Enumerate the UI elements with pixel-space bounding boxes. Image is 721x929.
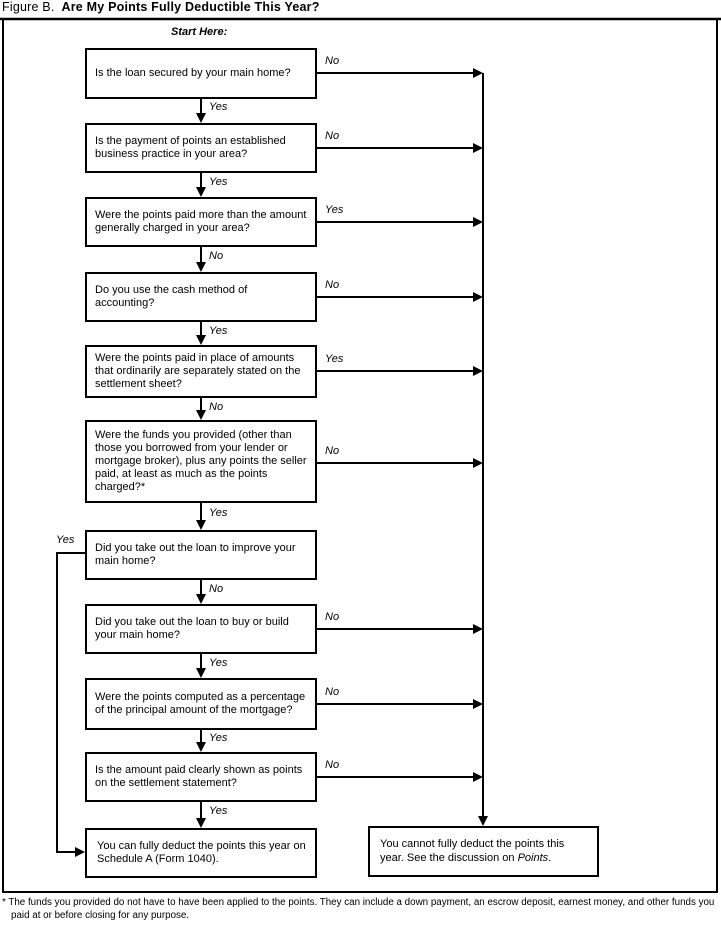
question-box-6 <box>85 420 317 503</box>
question-text: Were the points paid in place of amounts that ordinarily are separately stated on the settlement sheet? <box>95 352 301 390</box>
question-box-3 <box>85 197 317 247</box>
question-box-4 <box>85 272 317 322</box>
question-box-5 <box>85 345 317 398</box>
branch-label-yes-q7: Yes <box>56 534 75 546</box>
down-label-yes-q6: Yes <box>209 507 228 519</box>
down-label-yes-q1: Yes <box>209 101 228 113</box>
question-text: Did you take out the loan to buy or build your main home? <box>95 616 289 641</box>
down-label-yes-q10: Yes <box>209 805 228 817</box>
question-box-10 <box>85 752 317 802</box>
question-text: Is the amount paid clearly shown as points on the settlement statement? <box>95 764 303 789</box>
question-text: Were the points computed as a percentage of the principal amount of the mortgage? <box>95 691 306 716</box>
branch-label-no-q2: No <box>325 130 340 142</box>
question-box-1 <box>85 48 317 99</box>
outcome-box-deduct <box>85 828 317 878</box>
down-label-yes-q9: Yes <box>209 732 228 744</box>
left-yes-path <box>57 553 85 852</box>
points-term: Points <box>517 851 549 864</box>
question-text: Is the payment of points an established business practice in your area? <box>95 135 286 160</box>
down-label-no-q7: No <box>209 583 224 595</box>
down-label-yes-q8: Yes <box>209 657 228 669</box>
question-box-9 <box>85 678 317 730</box>
branch-label-no-q6: No <box>325 445 340 457</box>
question-text: Is the loan secured by your main home? <box>95 67 291 79</box>
question-text: Do you use the cash method of accounting? <box>95 284 248 309</box>
question-text: Did you take out the loan to improve your main home? <box>95 542 296 567</box>
branch-label-no-q1: No <box>325 55 340 67</box>
outcome-box-not-deduct <box>368 826 599 877</box>
down-label-yes-q4: Yes <box>209 325 228 337</box>
question-box-7 <box>85 530 317 580</box>
footnote: * The funds you provided do not have to have been applied to the points. They can include a down payment, an escrow deposit, earnest money, and other funds you paid at or before closing for any purpose. <box>2 897 715 921</box>
down-label-yes-q2: Yes <box>209 176 228 188</box>
down-label-no-q5: No <box>209 401 224 413</box>
question-text: Were the funds you provided (other than those you borrowed from your lender or mortgage broker), plus any points the seller paid, at least as much as the points charged?* <box>95 429 307 493</box>
branch-label-yes-q5: Yes <box>325 353 344 365</box>
branch-label-no-q8: No <box>325 611 340 623</box>
question-text: Were the points paid more than the amount generally charged in your area? <box>95 209 307 234</box>
branch-label-no-q9: No <box>325 686 340 698</box>
question-box-8 <box>85 604 317 654</box>
outcome-text: You cannot fully deduct the points this year. See the discussion on Points. <box>380 838 565 864</box>
branch-label-no-q10: No <box>325 759 340 771</box>
outcome-text: You can fully deduct the points this year on Schedule A (Form 1040). <box>97 839 306 865</box>
branch-label-yes-q3: Yes <box>325 204 344 216</box>
branch-label-no-q4: No <box>325 279 340 291</box>
figure-label: Figure B. <box>2 0 55 14</box>
figure-title-text: Are My Points Fully Deductible This Year? <box>61 0 320 14</box>
down-label-no-q3: No <box>209 250 224 262</box>
question-box-2 <box>85 123 317 173</box>
start-here-label: Start Here: <box>171 26 228 38</box>
